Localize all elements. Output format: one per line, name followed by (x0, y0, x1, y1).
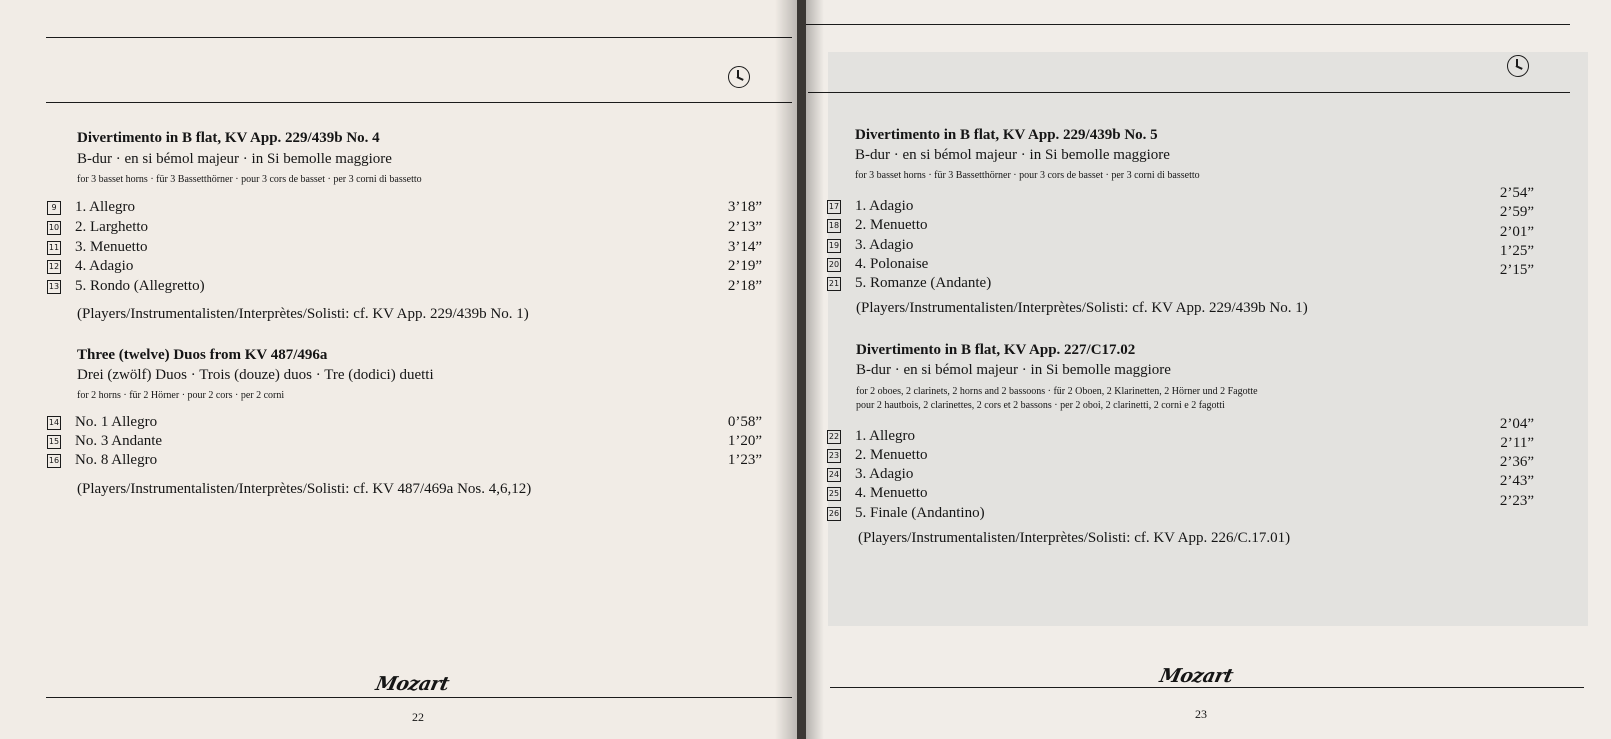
track-duration: 0’58” (727, 414, 762, 430)
track-title: 1. Allegro (855, 428, 915, 444)
clock-icon (728, 66, 750, 88)
track-title: 5. Rondo (Allegretto) (75, 278, 205, 294)
players-note: (Players/Instrumentalisten/Interprètes/Solisti: cf. KV App. 226/C.17.01) (858, 530, 1291, 546)
track-title: 5. Romanze (Andante) (855, 275, 992, 291)
page-number: 23 (1195, 707, 1207, 721)
instrumentation: pour 2 hautbois, 2 clarinettes, 2 cors et 2 bassons · per 2 oboi, 2 clarinetti, 2 corni e 2 fagotti (856, 400, 1225, 411)
track-duration: 2’11” (1500, 435, 1534, 451)
track-duration: 2’59” (1499, 204, 1534, 220)
left-page (0, 0, 797, 739)
section-subtitle: Drei (zwölf) Duos · Trois (douze) duos · Tre (dodici) duetti (77, 367, 434, 383)
track-number: 21 (827, 277, 841, 291)
track-duration: 2’15” (1499, 262, 1534, 278)
track-duration: 3’14” (727, 239, 762, 255)
track-number: 23 (827, 449, 841, 463)
track-row[interactable] (827, 416, 1567, 448)
track-title: 4. Adagio (75, 258, 134, 274)
track-row[interactable] (47, 258, 762, 278)
track-title: No. 3 Andante (75, 433, 163, 449)
section-subtitle: B-dur · en si bémol majeur · in Si bemolle maggiore (856, 362, 1171, 378)
spine-shadow (775, 0, 797, 739)
section-title: Divertimento in B flat, KV App. 229/439b No. 4 (77, 130, 380, 146)
track-number: 14 (47, 416, 61, 430)
track-row[interactable] (47, 278, 762, 298)
instrumentation: for 2 horns · für 2 Hörner · pour 2 cors · per 2 corni (77, 390, 285, 401)
section-title: Divertimento in B flat, KV App. 229/439b No. 5 (855, 127, 1158, 143)
track-title: 2. Menuetto (855, 447, 928, 463)
section-subtitle: B-dur · en si bémol majeur · in Si bemolle maggiore (77, 151, 392, 167)
track-duration: 2’43” (1499, 473, 1534, 489)
track-number: 25 (827, 487, 841, 501)
right-page (806, 0, 1611, 739)
track-duration: 2’04” (1499, 416, 1534, 432)
track-duration: 2’36” (1499, 454, 1534, 470)
top-rule (806, 24, 1570, 25)
instrumentation: for 3 basset horns · für 3 Bassetthörner · pour 3 cors de basset · per 3 corni di bassetto (855, 170, 1200, 181)
track-title: 2. Larghetto (75, 219, 149, 235)
header-rule (808, 92, 1570, 93)
track-title: 3. Adagio (855, 466, 914, 482)
track-row[interactable] (47, 452, 762, 472)
header-rule (46, 102, 792, 103)
track-row[interactable] (827, 185, 1567, 218)
track-duration: 2’23” (1499, 493, 1534, 509)
track-number: 26 (827, 507, 841, 521)
players-note: (Players/Instrumentalisten/Interprètes/Solisti: cf. KV App. 229/439b No. 1) (856, 300, 1308, 316)
track-duration: 1’20” (727, 433, 762, 449)
footer-rule (46, 697, 792, 698)
spine-shadow (806, 0, 824, 739)
players-note: (Players/Instrumentalisten/Interprètes/Solisti: cf. KV 487/469a Nos. 4,6,12) (77, 481, 532, 497)
instrumentation: for 2 oboes, 2 clarinets, 2 horns and 2 bassoons · für 2 Oboen, 2 Klarinetten, 2 Hörner und 2 Fagotte (856, 386, 1258, 397)
track-number: 15 (47, 435, 61, 449)
track-title: 5. Finale (Andantino) (855, 505, 985, 521)
page-number: 22 (412, 710, 424, 724)
track-number: 20 (827, 258, 841, 272)
section-subtitle: B-dur · en si bémol majeur · in Si bemolle maggiore (855, 147, 1170, 163)
track-duration: 2’13” (727, 219, 762, 235)
track-number: 10 (47, 221, 61, 235)
section-title: Three (twelve) Duos from KV 487/496a (77, 347, 328, 363)
track-number: 12 (47, 260, 61, 274)
track-title: 3. Adagio (855, 237, 914, 253)
track-title: 2. Menuetto (855, 217, 928, 233)
track-duration: 3’18” (727, 199, 762, 215)
track-number: 11 (47, 241, 61, 255)
track-title: 3. Menuetto (75, 239, 148, 255)
instrumentation: for 3 basset horns · für 3 Bassetthörner · pour 3 cors de basset · per 3 corni di bassetto (77, 174, 422, 185)
track-duration: 2’18” (727, 278, 762, 294)
track-number: 13 (47, 280, 61, 294)
mozart-signature: Mozart (373, 673, 451, 695)
track-row[interactable] (47, 414, 762, 434)
track-number: 17 (827, 200, 841, 214)
track-duration: 2’54” (1499, 185, 1534, 201)
track-title: 4. Menuetto (855, 485, 928, 501)
track-title: 1. Adagio (855, 198, 914, 214)
players-note: (Players/Instrumentalisten/Interprètes/Solisti: cf. KV App. 229/439b No. 1) (77, 306, 529, 322)
track-duration: 2’19” (727, 258, 762, 274)
track-title: No. 1 Allegro (75, 414, 158, 430)
top-rule (46, 37, 792, 38)
track-number: 18 (827, 219, 841, 233)
track-number: 24 (827, 468, 841, 482)
track-row[interactable] (47, 433, 762, 453)
track-title: No. 8 Allegro (75, 452, 158, 468)
track-row[interactable] (47, 239, 762, 259)
track-number: 16 (47, 454, 61, 468)
track-title: 4. Polonaise (855, 256, 929, 272)
track-number: 19 (827, 239, 841, 253)
track-title: 1. Allegro (75, 199, 135, 215)
mozart-signature: Mozart (1157, 665, 1235, 687)
track-number: 22 (827, 430, 841, 444)
track-number: 9 (47, 201, 61, 215)
track-duration: 1’25” (1499, 243, 1534, 259)
track-duration: 2’01” (1499, 224, 1534, 240)
track-row[interactable] (47, 199, 762, 219)
track-row[interactable] (47, 219, 762, 239)
footer-rule (830, 687, 1584, 688)
section-title: Divertimento in B flat, KV App. 227/C17.02 (856, 342, 1136, 358)
clock-icon (1507, 55, 1529, 77)
track-duration: 1’23” (727, 452, 762, 468)
